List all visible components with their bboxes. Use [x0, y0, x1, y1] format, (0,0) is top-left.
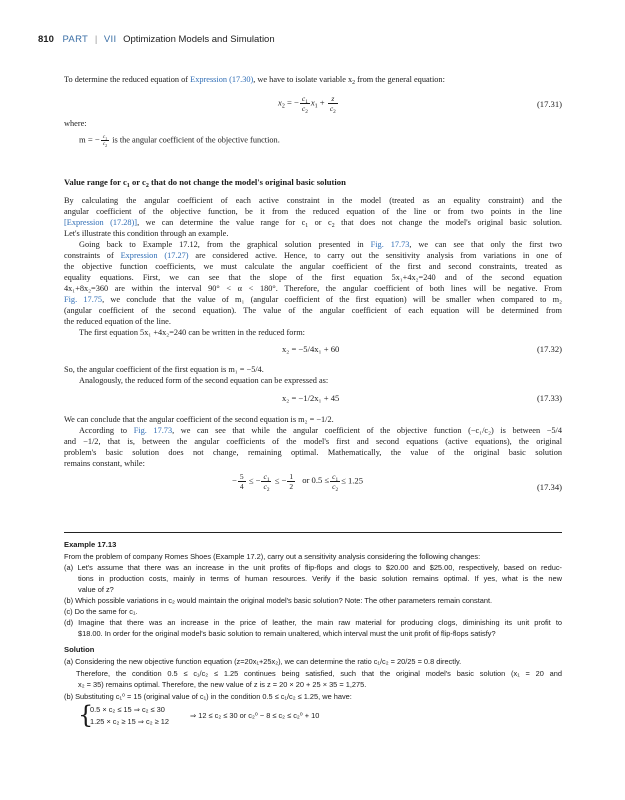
fig-17-73-link[interactable]: Fig. 17.73 — [370, 240, 410, 249]
equation-17-31: $x_2$ = − $\frac{c_1}{c_2}$ $x_1$ + $\frac{z}{c_2}$ — [278, 94, 336, 115]
paragraph-line: So, the angular coefficient of the first equation is m₁ = −5/4. — [64, 365, 264, 374]
paragraph-line: By calculating the angular coefficient of each active constraint in the model (treated as an equality constraint) and the — [64, 196, 562, 205]
expression-17-30-link[interactable]: Expression (17.30) — [190, 75, 254, 84]
paragraph-line: Let's illustrate this condition through an example. — [64, 229, 229, 238]
example-item-c: (c) Do the same for c₁. — [64, 607, 138, 616]
paragraph-line: The first equation 5x₁ +4x₂=240 can be written in the reduced form: — [79, 328, 305, 337]
m-definition: m = − $\frac{c_1}{c_2}$ is the angular coefficient of the objective function. — [79, 134, 280, 148]
paragraph-line: remains constant, while: — [64, 459, 145, 468]
expression-17-27-link[interactable]: Expression (17.27) — [120, 251, 189, 260]
example-item-a-cont: tions in production costs, mainly in terms of human resources. Verify if the basic solution remains optimal. If yes, what is the new — [78, 574, 562, 583]
intro-line: To determine the reduced equation of Expression (17.30), we have to isolate variable $x_2$ from the general equation: — [64, 75, 445, 86]
solution-a: (a) Considering the new objective function equation (z=20x₁+25x₂), we can determine the ratio c₁/c₂ = 20/25 = 0.8 directly. — [64, 657, 462, 666]
equation-number-17-32: (17.32) — [536, 344, 562, 354]
paragraph-line: the objective function coefficients, we must calculate the angular coefficient of the first and second constraints, treated as — [64, 262, 562, 271]
example-top-rule — [64, 532, 562, 533]
fig-17-75-link[interactable]: Fig. 17.75 — [64, 295, 103, 304]
where-label: where: — [64, 119, 87, 128]
paragraph-line: Going back to Example 17.12, from the graphical solution presented in Fig. 17.73, we can see that only the first two — [79, 240, 562, 249]
example-item-d: (d) Imagine that there was an increase in the price of leather, the main raw material for producing clogs, diminishing its unit profit to — [64, 618, 562, 627]
equation-number-17-34: (17.34) — [536, 482, 562, 492]
system-brace: { — [78, 701, 94, 729]
part-number: VII — [103, 34, 117, 45]
section-heading: Value range for $c_1$ or $c_2$ that do not change the model's original basic solution — [64, 177, 346, 189]
header-divider: | — [94, 34, 98, 45]
equation-17-34: − $\frac{5}{4}$ ≤ − $\frac{c_1}{c_2}$ ≤ − $\frac{1}{2}$ or 0.5 ≤ $\frac{c_1}{c_2}$ ≤ 1.25 — [232, 472, 364, 493]
system-line-2: 1.25 × c₂ ≥ 15 ⇒ c₂ ≥ 12 — [90, 717, 170, 726]
paragraph-line: 4x₁+8x₂=360 are within the interval 90° < α < 180°. Therefore, the angular coefficient of both lines will be negative. From — [64, 284, 562, 293]
solution-a-cont: x₂ = 35) remains optimal. Therefore, the new value of z is z = 20 × 20 + 25 × 35 = 1,275. — [78, 680, 367, 689]
paragraph-line: angular coefficient of the objective function, be it from the reduced equation of the line or from two points in the line — [64, 207, 562, 216]
paragraph-line: According to Fig. 17.73, we can see that while the angular coefficient of the objective function (−c₁/c₂) is between −5/4 — [79, 426, 563, 435]
equation-number-17-33: (17.33) — [536, 393, 562, 403]
solution-heading: Solution — [64, 645, 95, 654]
paragraph-line: problem's basic solution does not change, remaining optimal. Mathematically, the value of the original basic solution — [64, 448, 562, 457]
paragraph-line: Analogously, the reduced form of the second equation can be expressed as: — [79, 376, 329, 385]
paragraph-line: (angular coefficient of the second equation). The value of the angular coefficient of each equation will be determined from — [64, 306, 562, 315]
fig-17-73-link[interactable]: Fig. 17.73 — [133, 426, 173, 435]
system-line-1: 0.5 × c₂ ≤ 15 ⇒ c₂ ≤ 30 — [90, 705, 165, 714]
example-title: Example 17.13 — [64, 540, 117, 549]
paragraph-line: [Expression (17.28)], we can determine the value range for $c_1$ or $c_2$ that does not change the model's original basic solution. — [64, 218, 562, 229]
part-label: PART — [62, 34, 89, 45]
example-intro: From the problem of company Romes Shoes (Example 17.2), carry out a sensitivity analysis considering the following changes: — [64, 552, 481, 561]
equation-17-32: x₂ = −5/4x₁ + 60 — [282, 344, 340, 354]
system-result: ⇒ 12 ≤ c₂ ≤ 30 or c₂⁰ − 8 ≤ c₂ ≤ c₂⁰ + 10 — [190, 711, 320, 720]
page-number: 810 — [38, 34, 54, 45]
paragraph-line: the reduced equation of the line. — [64, 317, 171, 326]
solution-b: (b) Substituting c₁⁰ = 15 (original value of c₁) in the condition 0.5 ≤ c₁/c₂ ≤ 1.25, we have: — [64, 692, 352, 701]
running-header — [38, 34, 275, 45]
expression-17-28-link[interactable]: [Expression (17.28)] — [64, 218, 138, 227]
example-item-a-cont: value of z? — [78, 585, 114, 594]
chapter-title: Optimization Models and Simulation — [123, 34, 275, 45]
example-item-d-cont: $18.00. In order for the original model's basic solution to remain unaltered, which interval must the unit profit of flip-flops satisfy? — [78, 629, 496, 638]
paragraph-line: and −1/2, that is, between the angular coefficients of the model's first and second equations (active equations), the original — [64, 437, 562, 446]
paragraph-line: Fig. 17.75, we conclude that the value of m₁ (angular coefficient of the first equation) will be smaller when compared to m₂ — [64, 295, 563, 304]
equation-number-17-31: (17.31) — [536, 99, 562, 109]
paragraph-line: We can conclude that the angular coefficient of the second equation is m₂ = −1/2. — [64, 415, 334, 424]
paragraph-line: constraints of Expression (17.27) are considered active. Hence, to carry out the sensitivity analysis from variations in one of — [64, 251, 562, 260]
example-item-b: (b) Which possible variations in c₂ would maintain the original model's basic solution? Note: The other parameters remain constant. — [64, 596, 493, 605]
equation-17-33: x₂ = −1/2x₁ + 45 — [282, 393, 340, 403]
example-item-a: (a) Let's assume that there was an increase in the unit profits of flip-flops and clogs to $20.00 and $25.00, respectively, based on reduc- — [64, 563, 562, 572]
paragraph-line: equality equations. First, we can see that the slope of the first equation 5x₁+4x₂=240 and of the second equation — [64, 273, 562, 282]
solution-a-cont: Therefore, the condition 0.5 ≤ c₁/c₂ ≤ 1.25 continues being satisfied, such that the original model's basic solution (x₁ = 20 and — [76, 669, 562, 678]
